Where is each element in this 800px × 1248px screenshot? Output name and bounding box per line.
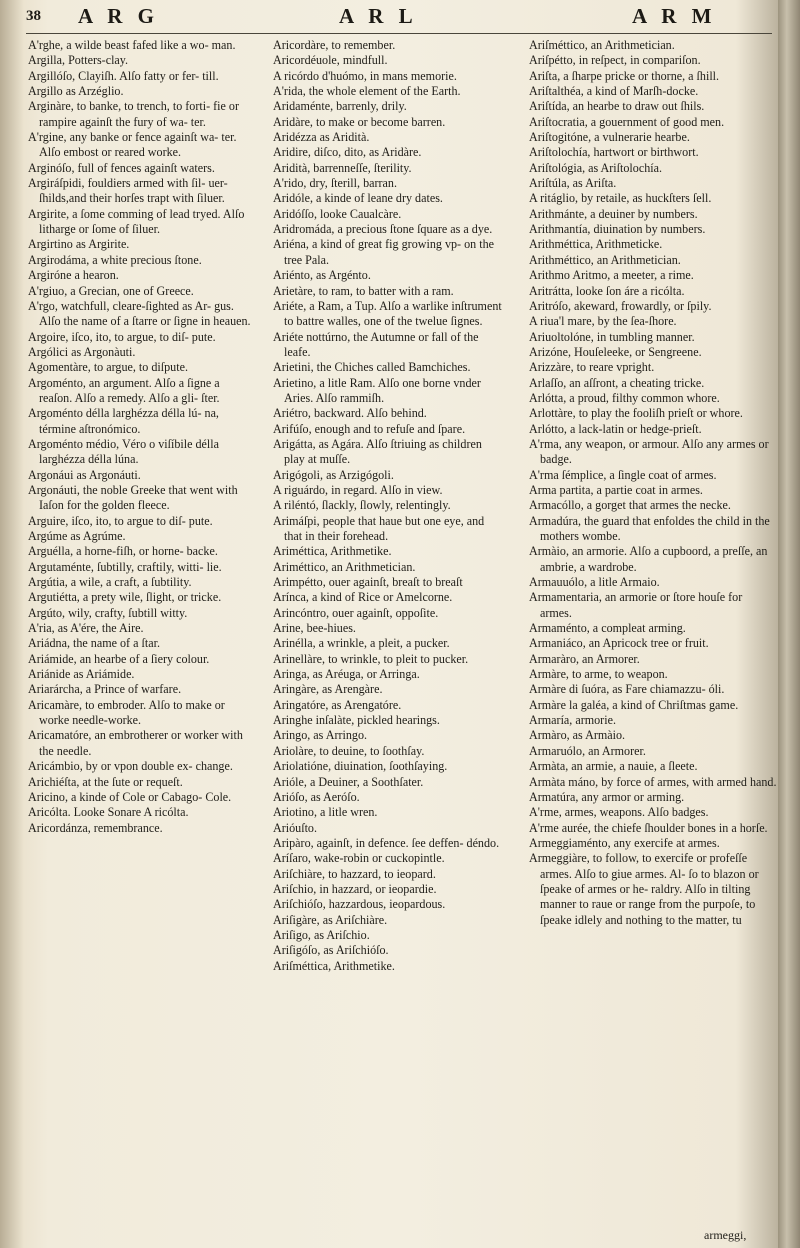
dictionary-entry: Arine, bee-hiues.: [273, 621, 356, 636]
dictionary-entry: Ariámide, an hearbe of a ſiery colour.: [28, 651, 210, 666]
dictionary-entry: Armaménto, a compleat arming.: [529, 621, 686, 636]
dictionary-entry: Argirtino as Argirite.: [28, 237, 130, 252]
dictionary-entry: Argilla, Potters-clay.: [28, 53, 129, 68]
dictionary-entry: A'rida, the whole element of the Earth.: [273, 84, 461, 99]
dictionary-entry: Ariarárcha, a Prince of warfare.: [28, 682, 182, 697]
dictionary-entry: Armàro, as Armàio.: [529, 728, 626, 743]
dictionary-entry: Arguire, iſco, ito, to argue to diſ- pute.: [28, 513, 213, 528]
dictionary-entry: Arginàre, to banke, to trench, to forti- fie or rampire againſt the fury of wa- ter.: [28, 99, 240, 129]
dictionary-entry: Armàio, an armorie. Alſo a cupboord, a preſſe, an ambrie, a wardrobe.: [529, 544, 768, 574]
dictionary-entry: Arithmánte, a deuiner by numbers.: [529, 206, 698, 221]
dictionary-entry: A riguárdo, in regard. Alſo in view.: [273, 482, 443, 497]
dictionary-entry: Arimpétto, ouer againſt, breaſt to breaſt: [273, 575, 463, 590]
dictionary-entry: Aricamàre, to embroder. Alſo to make or worke needle-worke.: [28, 697, 225, 728]
dictionary-entry: Ariánide as Ariámide.: [28, 667, 135, 682]
dictionary-entry: Armàta máno, by force of armes, with armed hand.: [529, 774, 777, 789]
dictionary-entry: Ariſtológia, as Ariſtolochía.: [529, 160, 663, 175]
dictionary-entry: Arizóne, Houſeleeke, or Sengreene.: [529, 344, 702, 359]
dictionary-entry: Argólici as Argonàuti.: [28, 344, 136, 359]
dictionary-entry: Argonáuti, the noble Greeke that went with Iaſon for the golden fleece.: [28, 482, 238, 513]
dictionary-entry: Argirite, a ſome comming of lead tryed. Alſo litharge or ſome of ſiluer.: [28, 206, 245, 237]
dictionary-entry: Arimáſpi, people that haue but one eye, and that in their forehead.: [273, 513, 485, 543]
dictionary-entry: Argiróne a hearon.: [28, 268, 119, 283]
dictionary-entry: A'rgo, watchfull, cleare-ſighted as Ar- gus. Alſo the name of a ſtarre or ſigne in heauen.: [28, 298, 251, 329]
dictionary-entry: Argirodáma, a white precious ſtone.: [28, 252, 202, 267]
dictionary-entry: A'rma ſémplice, a ſingle coat of armes.: [529, 467, 717, 482]
dictionary-entry: Ariſtída, an hearbe to draw out ſhils.: [529, 99, 705, 114]
dictionary-entry: Ariádna, the name of a ſtar.: [28, 636, 160, 651]
dictionary-entry: Ariuoltolóne, in tumbling manner.: [529, 329, 695, 344]
dictionary-entry: Arinellàre, to wrinkle, to pleit to pucker.: [273, 651, 469, 666]
dictionary-entry: Ariéna, a kind of great fig growing vp- on the tree Pala.: [273, 237, 494, 267]
page-header: [26, 4, 778, 32]
catchword: armeggi,: [704, 1228, 747, 1242]
dictionary-entry: Ariſtocratia, a gouernment of good men.: [529, 114, 725, 129]
dictionary-entry: A'rghe, a wilde beast fafed like a wo- man.: [28, 38, 236, 52]
dictionary-entry: Ariſchióſo, hazzardous, ieopardous.: [273, 897, 446, 912]
dictionary-entry: Ariſméttico, an Arithmetician.: [529, 38, 675, 52]
dictionary-entry: A'ria, as A'ére, the Aire.: [28, 621, 144, 636]
gutter-shadow: [0, 0, 24, 1248]
dictionary-entry: Argillóſo, Clayiſh. Alſo fatty or fer- till.: [28, 68, 219, 83]
dictionary-entry: Arlótta, a proud, filthy common whore.: [529, 390, 720, 405]
dictionary-entry: Aridità, barrenneſſe, ſterility.: [273, 160, 412, 175]
dictionary-entry: Armàta, an armie, a nauie, a ſleete.: [529, 759, 698, 774]
running-head-left: A R G: [78, 4, 160, 28]
dictionary-entry: Arichiéſta, at the ſute or requeſt.: [28, 774, 183, 789]
page-edge: [778, 0, 800, 1248]
dictionary-entry: Aringhe inſalàte, pickled hearings.: [273, 713, 440, 728]
dictionary-entry: Arginóſo, full of fences againſt waters.: [28, 160, 215, 175]
dictionary-column-middle: [273, 38, 505, 974]
dictionary-entry: Ariſtogitóne, a vulnerarie hearbe.: [529, 130, 690, 145]
dictionary-entry: Aringo, as Arringo.: [273, 728, 368, 743]
dictionary-entry: A riléntó, ſlackly, ſlowly, relentingly.: [273, 498, 451, 513]
dictionary-entry: Arithméttica, Arithmeticke.: [529, 237, 663, 252]
dictionary-entry: Armaruólo, an Armorer.: [529, 743, 646, 758]
dictionary-entry: Armadúra, the guard that enfoldes the child in the mothers wombe.: [529, 513, 770, 543]
dictionary-entry: Ariotino, a litle wren.: [273, 805, 378, 820]
dictionary-entry: Armamentaria, an armorie or ſtore houſe for armes.: [529, 590, 743, 620]
dictionary-entry: Argonáui as Argonáuti.: [28, 467, 141, 482]
dictionary-entry: Aríſaro, wake-robin or cuckopintle.: [273, 851, 445, 866]
dictionary-entry: Ariéte nottúrno, the Autumne or fall of the leafe.: [273, 329, 479, 359]
dictionary-entry: Aridaménte, barrenly, drily.: [273, 99, 407, 114]
dictionary-entry: Aridàre, to make or become barren.: [273, 114, 446, 129]
dictionary-entry: Argoire, iſco, ito, to argue, to diſ- pute.: [28, 329, 216, 344]
dictionary-entry: Aritróſo, akeward, frowardly, or ſpily.: [529, 298, 712, 313]
dictionary-entry: Ariſigóſo, as Ariſchióſo.: [273, 943, 389, 958]
dictionary-entry: Ariſigo, as Ariſchio.: [273, 927, 370, 942]
dictionary-entry: Aringàre, as Arengàre.: [273, 682, 383, 697]
dictionary-entry: Armàre, to arme, to weapon.: [529, 667, 668, 682]
dictionary-entry: Armaría, armorie.: [529, 713, 616, 728]
dictionary-entry: Armatúra, any armor or arming.: [529, 789, 685, 804]
dictionary-entry: Ariſigàre, as Ariſchiàre.: [273, 912, 388, 927]
dictionary-entry: Armeggiàre, to follow, to exercife or profeſſe armes. Alſo to giue armes. Al- ſo to blazon or ſpeake of armes or he- raldry. Alſo in tilting manner to raue or range from the purpoſe, to ſpeake idlely and nothing to the matter, tu: [529, 851, 759, 927]
dictionary-entry: Argúto, wily, crafty, ſubtill witty.: [28, 605, 188, 620]
dictionary-entry: Ariſtalthéa, a kind of Marſh-docke.: [529, 84, 699, 99]
dictionary-entry: A'rme, armes, weapons. Alſo badges.: [529, 805, 709, 820]
dictionary-entry: Arietini, the Chiches called Bamchiches.: [273, 360, 471, 375]
dictionary-entry: Aridézza as Aridità.: [273, 130, 370, 145]
dictionary-entry: Arifúſo, enough and to refuſe and ſpare.: [273, 421, 466, 436]
dictionary-entry: Arizzàre, to reare vpright.: [529, 360, 655, 375]
dictionary-entry: Aricordéuole, mindfull.: [273, 53, 388, 68]
dictionary-entry: Ariſchio, in hazzard, or ieopardie.: [273, 881, 437, 896]
dictionary-entry: Aridóle, a kinde of leane dry dates.: [273, 191, 443, 206]
dictionary-entry: Arinélla, a wrinkle, a pleit, a pucker.: [273, 636, 450, 651]
dictionary-entry: A'rgine, any banke or fence againſt wa- ter. Alſo embost or reared worke.: [28, 130, 237, 160]
dictionary-entry: Ariétro, backward. Alſo behind.: [273, 406, 427, 421]
dictionary-entry: Ariénto, as Argénto.: [273, 268, 371, 283]
running-head-center: A R L: [339, 4, 418, 28]
dictionary-entry: Argoménto délla larghézza délla lú- na, términe aſtronómico.: [28, 406, 219, 436]
dictionary-entry: Ariéte, a Ram, a Tup. Alſo a warlike inſtrument to battre walles, one of the twelue ſignes.: [273, 298, 502, 329]
dictionary-entry: A ricórdo d'huómo, in mans memorie.: [273, 68, 457, 83]
header-rule: [26, 33, 772, 34]
dictionary-entry: Arithmantía, diuination by numbers.: [529, 222, 706, 237]
dictionary-column-left: [28, 38, 254, 836]
dictionary-entry: Ariſchiàre, to hazzard, to ieopard.: [273, 866, 436, 881]
dictionary-entry: Arínca, a kind of Rice or Amelcorne.: [273, 590, 453, 605]
dictionary-entry: Argutaménte, ſubtilly, craftily, witti- lie.: [28, 559, 222, 574]
dictionary-entry: Aringatóre, as Arengatóre.: [273, 697, 402, 712]
dictionary-entry: Aritrátta, looke ſon áre a ricólta.: [529, 283, 685, 298]
dictionary-entry: Arithméttico, an Arithmetician.: [529, 252, 681, 267]
dictionary-entry: Arietàre, to ram, to batter with a ram.: [273, 283, 454, 298]
dictionary-entry: Armacóllo, a gorget that armes the necke.: [529, 498, 731, 513]
dictionary-entry: Aricino, a kinde of Cole or Cabago- Cole.: [28, 789, 232, 804]
dictionary-entry: Argútia, a wile, a craft, a ſubtility.: [28, 575, 192, 590]
dictionary-entry: Arithmo Aritmo, a meeter, a rime.: [529, 268, 694, 283]
dictionary-entry: Arlaſſo, an aſſront, a cheating tricke.: [529, 375, 705, 390]
dictionary-entry: Arincóntro, ouer againſt, oppoſite.: [273, 605, 439, 620]
page-number: 38: [26, 8, 41, 24]
dictionary-entry: A ritáglio, by retaile, as huckſters ſell.: [529, 191, 712, 206]
dictionary-entry: Aricamatóre, an embrotherer or worker with the needle.: [28, 728, 243, 758]
dictionary-entry: Aringa, as Aréuga, or Arringa.: [273, 667, 420, 682]
dictionary-entry: Aricólta. Looke Sonare A ricólta.: [28, 805, 189, 820]
dictionary-entry: Arióſo, as Aeróſo.: [273, 789, 360, 804]
dictionary-entry: Arietino, a litle Ram. Alſo one borne vnder Aries. Alſo rammiſh.: [273, 375, 481, 405]
dictionary-entry: Aridire, diſco, dito, as Aridàre.: [273, 145, 422, 160]
dictionary-entry: Arlottàre, to play the fooliſh prieſt or whore.: [529, 406, 743, 421]
dictionary-entry: Ariſtolochía, hartwort or birthwort.: [529, 145, 699, 160]
dictionary-entry: Arigátta, as Agára. Alſo ſtriuing as children play at muſſe.: [273, 436, 482, 467]
dictionary-entry: Ariolàre, to deuine, to ſoothſay.: [273, 743, 425, 758]
dictionary-entry: Aricordàre, to remember.: [273, 38, 396, 52]
dictionary-entry: Argutiétta, a prety wile, ſlight, or tricke.: [28, 590, 222, 605]
dictionary-entry: A'rma, any weapon, or armour. Alſo any armes or badge.: [529, 436, 769, 467]
dictionary-entry: Arma partita, a partie coat in armes.: [529, 482, 703, 497]
dictionary-entry: Ariſta, a ſharpe pricke or thorne, a ſhill.: [529, 68, 720, 83]
dictionary-entry: Ariméttico, an Arithmetician.: [273, 559, 416, 574]
dictionary-entry: Ariſméttica, Arithmetike.: [273, 958, 395, 973]
dictionary-entry: A'rido, dry, ſterill, barran.: [273, 176, 397, 191]
dictionary-entry: Argoménto médio, Véro o viſíbile délla larghézza délla lúna.: [28, 436, 220, 467]
dictionary-entry: Argúme as Agrúme.: [28, 529, 126, 543]
dictionary-entry: A'rme aurée, the chiefe ſhoulder bones in a horſe.: [529, 820, 768, 835]
dictionary-entry: Arigógoli, as Arzigógoli.: [273, 467, 394, 482]
dictionary-entry: A'rgiuo, a Grecian, one of Greece.: [28, 283, 194, 298]
running-head-right: A R M: [632, 4, 717, 28]
dictionary-entry: Arióle, a Deuiner, a Soothſater.: [273, 774, 424, 789]
dictionary-entry: Argillo as Arzéglio.: [28, 84, 124, 99]
dictionary-entry: Arióuſto.: [273, 820, 318, 835]
dictionary-entry: Armaràro, an Armorer.: [529, 651, 640, 666]
dictionary-entry: Aricámbio, by or vpon double ex- change.: [28, 759, 233, 774]
dictionary-entry: Aridromáda, a precious ſtone ſquare as a dye.: [273, 222, 493, 237]
dictionary-entry: Armeggiaménto, any exercife at armes.: [529, 835, 720, 850]
dictionary-entry: Agomentàre, to argue, to diſpute.: [28, 360, 188, 375]
dictionary-entry: Armàre di ſuóra, as Fare chiamazzu- óli.: [529, 682, 725, 697]
dictionary-entry: Aricordánza, remembrance.: [28, 820, 163, 835]
dictionary-entry: Aridóſſo, looke Caualcàre.: [273, 206, 402, 221]
dictionary-entry: Aripàro, againſt, in defence. ſee deffen- déndo.: [273, 835, 500, 850]
dictionary-entry: Ariméttica, Arithmetike.: [273, 544, 392, 559]
dictionary-entry: Arguélla, a horne-fiſh, or horne- backe.: [28, 544, 218, 559]
dictionary-column-right: [529, 38, 777, 928]
dictionary-entry: Argiráſpidi, fouldiers armed with ſil- uer-ſhilds,and their horſes trapt with ſiluer.: [28, 176, 228, 206]
dictionary-entry: Ariſtúla, as Ariſta.: [529, 176, 617, 191]
dictionary-entry: Ariſpétto, in reſpect, in compariſon.: [529, 53, 701, 68]
dictionary-entry: Arlótto, a lack-latin or hedge-prieſt.: [529, 421, 702, 436]
dictionary-entry: Armàre la galéa, a kind of Chriſtmas game.: [529, 697, 739, 712]
dictionary-entry: Armaniáco, an Apricock tree or fruit.: [529, 636, 709, 651]
dictionary-entry: Argoménto, an argument. Alſo a ſigne a reaſon. Alſo a remedy. Alſo a gli- ſter.: [28, 375, 220, 405]
dictionary-entry: Ariolatióne, diuination, ſoothſaying.: [273, 759, 448, 774]
dictionary-entry: Armauuólo, a litle Armaio.: [529, 575, 660, 590]
dictionary-entry: A riua'l mare, by the ſea-ſhore.: [529, 314, 677, 329]
